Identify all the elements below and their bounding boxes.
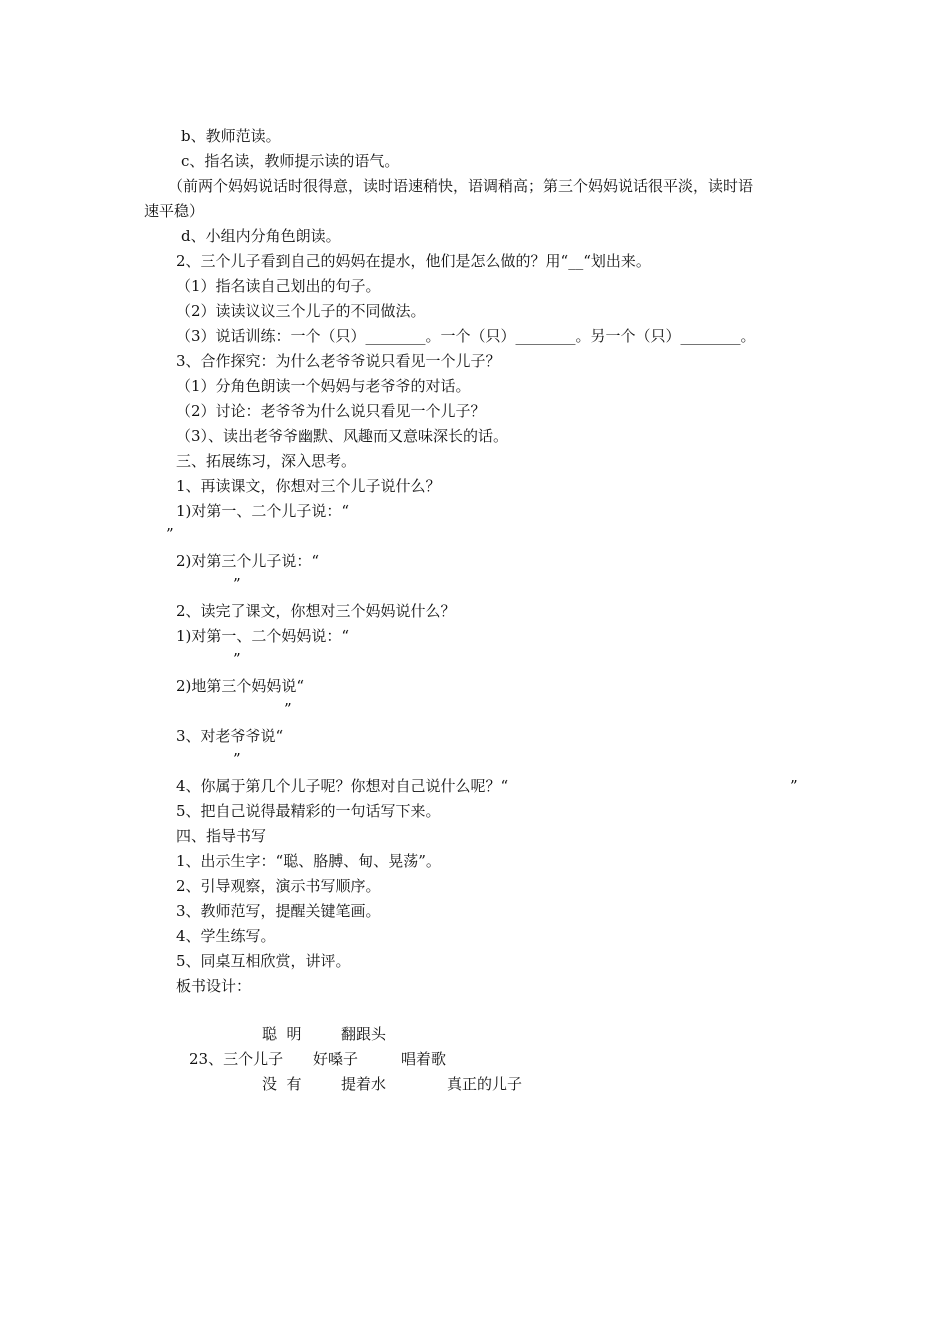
board-cell: 唱着歌 bbox=[401, 1050, 447, 1068]
closing-quote: ” bbox=[790, 777, 798, 795]
board-cell: 翻跟头 bbox=[341, 1025, 387, 1043]
section-heading: 三、拓展练习，深入思考。 bbox=[176, 452, 357, 470]
text-line: d、小组内分角色朗读。 bbox=[181, 227, 341, 245]
text-line: c、指名读，教师提示读的语气。 bbox=[181, 152, 400, 170]
board-cell: 好嗓子 bbox=[313, 1050, 359, 1068]
text-line: 速平稳） bbox=[144, 202, 205, 220]
board-cell: 聪 明 bbox=[262, 1025, 302, 1043]
text-line: 5、同桌互相欣赏，讲评。 bbox=[176, 952, 351, 970]
board-cell: 23、三个儿子 bbox=[189, 1050, 284, 1068]
text-line: 3、对老爷爷说“ bbox=[176, 727, 284, 745]
closing-quote: ” bbox=[233, 575, 241, 593]
text-line: 3、教师范写，提醒关键笔画。 bbox=[176, 902, 381, 920]
closing-quote: ” bbox=[284, 700, 292, 718]
board-design-label: 板书设计： bbox=[176, 977, 252, 995]
text-line: 1)对第一、二个儿子说：“ bbox=[176, 502, 350, 520]
text-line: （3）、读出老爷爷幽默、风趣而又意味深长的话。 bbox=[176, 427, 509, 445]
closing-quote: ” bbox=[233, 650, 241, 668]
text-line: 2、引导观察，演示书写顺序。 bbox=[176, 877, 381, 895]
closing-quote: ” bbox=[233, 750, 241, 768]
section-heading: 四、指导书写 bbox=[176, 827, 267, 845]
text-line: 2、三个儿子看到自己的妈妈在提水，他们是怎么做的？用“__“划出来。 bbox=[176, 252, 651, 270]
text-line: 4、你属于第几个儿子呢？你想对自己说什么呢？“ bbox=[176, 777, 509, 795]
text-line: 1、再读课文，你想对三个儿子说什么？ bbox=[176, 477, 441, 495]
text-line: 5、把自己说得最精彩的一句话写下来。 bbox=[176, 802, 441, 820]
text-line: 1、出示生字：“聪、胳膊、甸、晃荡”。 bbox=[176, 852, 441, 870]
board-cell: 没 有 bbox=[262, 1075, 302, 1093]
text-line: 3、合作探究：为什么老爷爷说只看见一个儿子？ bbox=[176, 352, 501, 370]
text-line: （1）分角色朗读一个妈妈与老爷爷的对话。 bbox=[176, 377, 471, 395]
text-line: b、教师范读。 bbox=[181, 127, 281, 145]
board-cell: 真正的儿子 bbox=[447, 1075, 523, 1093]
text-line: （3）说话训练：一个（只）________。一个（只）________。另一个（只）________。 bbox=[176, 327, 756, 345]
text-line: （1）指名读自己划出的句子。 bbox=[176, 277, 381, 295]
text-line: 4、学生练写。 bbox=[176, 927, 276, 945]
closing-quote: ” bbox=[166, 525, 174, 543]
text-line: 2)地第三个妈妈说“ bbox=[176, 677, 305, 695]
text-line: （前两个妈妈说话时很得意，读时语速稍快，语调稍高；第三个妈妈说话很平淡，读时语 bbox=[168, 177, 754, 195]
text-line: 1)对第一、二个妈妈说：“ bbox=[176, 627, 350, 645]
text-line: 2、读完了课文，你想对三个妈妈说什么？ bbox=[176, 602, 456, 620]
text-line: （2）读读议议三个儿子的不同做法。 bbox=[176, 302, 426, 320]
text-line: 2)对第三个儿子说：“ bbox=[176, 552, 320, 570]
board-cell: 提着水 bbox=[341, 1075, 387, 1093]
text-line: （2）讨论：老爷爷为什么说只看见一个儿子？ bbox=[176, 402, 486, 420]
